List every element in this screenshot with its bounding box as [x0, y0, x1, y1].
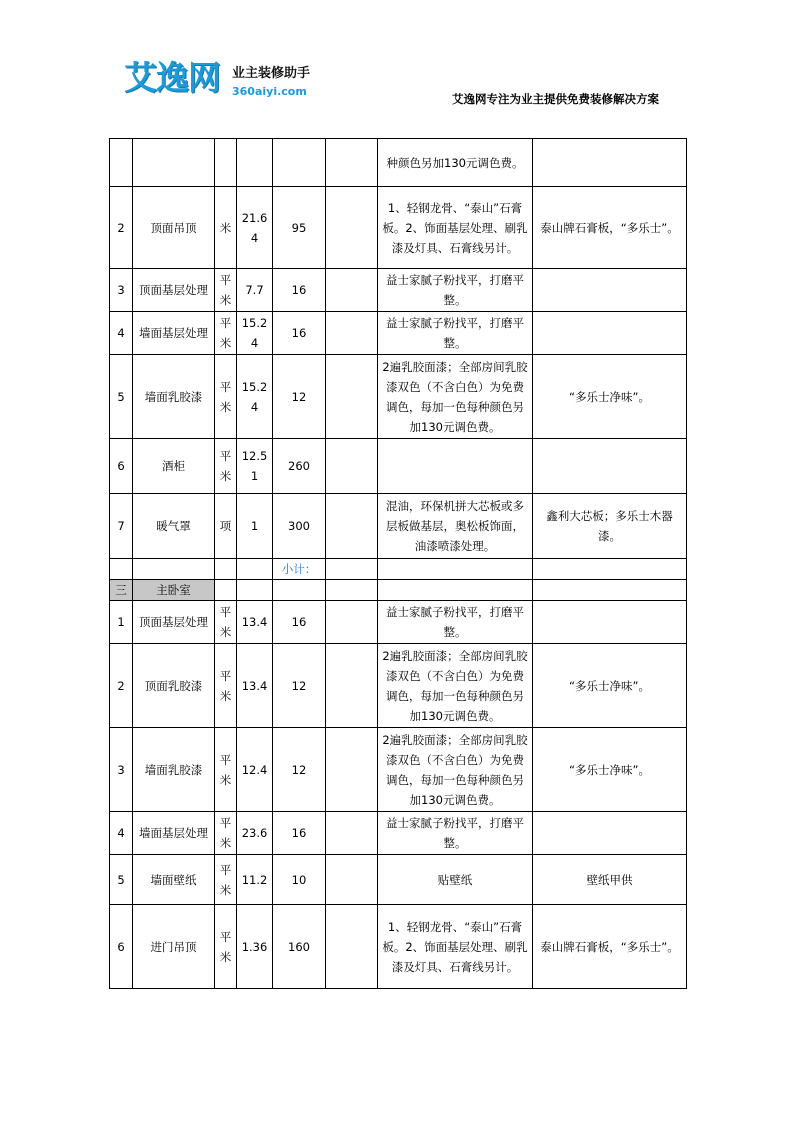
cell-brand	[533, 812, 687, 855]
cell-price: 12	[273, 728, 326, 812]
cell-qty: 15.24	[237, 355, 273, 439]
quote-table-body	[110, 139, 687, 989]
cell-brand	[533, 139, 687, 187]
cell-qty: 12.4	[237, 728, 273, 812]
header-slogan: 艾逸网专注为业主提供免费装修解决方案	[452, 92, 659, 106]
cell-brand: 泰山牌石膏板，“多乐士”。	[533, 187, 687, 269]
cell-desc: 贴壁纸	[378, 855, 533, 905]
cell-desc: 混油，环保机拼大芯板或多层板做基层，奥松板饰面，油漆喷漆处理。	[378, 494, 533, 559]
cell-desc: 益士家腻子粉找平，打磨平整。	[378, 312, 533, 355]
cell-amount	[326, 312, 378, 355]
cell-name: 进门吊顶	[133, 905, 215, 989]
cell-price: 16	[273, 269, 326, 312]
page-header	[0, 0, 794, 130]
cell-qty: 23.6	[237, 812, 273, 855]
cell-no: 2	[110, 644, 133, 728]
logo-side	[232, 66, 310, 99]
cell-no: 3	[110, 269, 133, 312]
quote-table	[109, 138, 687, 989]
logo-url: 360aiyi.com	[232, 85, 307, 98]
cell-price	[273, 580, 326, 601]
cell-qty: 11.2	[237, 855, 273, 905]
cell-no: 7	[110, 494, 133, 559]
cell-price: 12	[273, 355, 326, 439]
cell-desc: 益士家腻子粉找平，打磨平整。	[378, 269, 533, 312]
table-row	[110, 439, 687, 494]
logo-mark: 艾逸网	[124, 58, 220, 97]
cell-qty: 7.7	[237, 269, 273, 312]
cell-brand: “多乐士净味”。	[533, 728, 687, 812]
cell-desc	[378, 559, 533, 580]
cell-no	[110, 559, 133, 580]
cell-desc: 2遍乳胶面漆；全部房间乳胶漆双色（不含白色）为免费调色，每加一色每种颜色另加130元调色费。	[378, 355, 533, 439]
cell-no: 4	[110, 812, 133, 855]
cell-amount	[326, 269, 378, 312]
cell-price: 160	[273, 905, 326, 989]
cell-brand	[533, 601, 687, 644]
table-row	[110, 644, 687, 728]
cell-price: 10	[273, 855, 326, 905]
cell-amount	[326, 355, 378, 439]
cell-unit: 平米	[215, 644, 237, 728]
cell-name: 墙面乳胶漆	[133, 355, 215, 439]
table-row	[110, 855, 687, 905]
cell-no: 6	[110, 439, 133, 494]
cell-qty: 15.24	[237, 312, 273, 355]
cell-no: 3	[110, 728, 133, 812]
cell-desc: 2遍乳胶面漆；全部房间乳胶漆双色（不含白色）为免费调色，每加一色每种颜色另加130元调色费。	[378, 644, 533, 728]
section-no: 三	[110, 580, 133, 601]
table-row-continued	[110, 139, 687, 187]
cell-price: 16	[273, 812, 326, 855]
cell-unit	[215, 580, 237, 601]
section-row	[110, 580, 687, 601]
cell-amount	[326, 601, 378, 644]
cell-no: 2	[110, 187, 133, 269]
cell-qty: 1	[237, 494, 273, 559]
cell-name: 顶面吊顶	[133, 187, 215, 269]
cell-unit	[215, 139, 237, 187]
cell-brand: 壁纸甲供	[533, 855, 687, 905]
cell-desc: 益士家腻子粉找平，打磨平整。	[378, 812, 533, 855]
cell-name	[133, 139, 215, 187]
cell-amount	[326, 187, 378, 269]
cell-name: 墙面基层处理	[133, 312, 215, 355]
cell-qty: 1.36	[237, 905, 273, 989]
table-row	[110, 812, 687, 855]
cell-name: 顶面基层处理	[133, 269, 215, 312]
cell-brand	[533, 269, 687, 312]
cell-amount	[326, 494, 378, 559]
cell-desc	[378, 580, 533, 601]
cell-unit: 平米	[215, 439, 237, 494]
cell-unit	[215, 559, 237, 580]
table-row	[110, 312, 687, 355]
cell-unit: 平米	[215, 355, 237, 439]
table-row	[110, 601, 687, 644]
cell-brand	[533, 312, 687, 355]
cell-brand: “多乐士净味”。	[533, 355, 687, 439]
cell-name: 顶面乳胶漆	[133, 644, 215, 728]
cell-desc: 益士家腻子粉找平，打磨平整。	[378, 601, 533, 644]
cell-qty: 13.4	[237, 601, 273, 644]
cell-unit: 平米	[215, 812, 237, 855]
cell-brand	[533, 439, 687, 494]
cell-name: 墙面乳胶漆	[133, 728, 215, 812]
cell-no: 5	[110, 355, 133, 439]
cell-amount	[326, 855, 378, 905]
cell-no	[110, 139, 133, 187]
cell-amount	[326, 905, 378, 989]
cell-price: 16	[273, 312, 326, 355]
cell-desc: 种颜色另加130元调色费。	[378, 139, 533, 187]
table-row	[110, 187, 687, 269]
cell-unit: 平米	[215, 855, 237, 905]
cell-name: 暖气罩	[133, 494, 215, 559]
cell-name: 墙面壁纸	[133, 855, 215, 905]
table-row	[110, 355, 687, 439]
cell-price: 16	[273, 601, 326, 644]
cell-amount	[326, 139, 378, 187]
cell-brand	[533, 559, 687, 580]
cell-amount	[326, 728, 378, 812]
cell-brand: 泰山牌石膏板，“多乐士”。	[533, 905, 687, 989]
cell-qty: 12.51	[237, 439, 273, 494]
cell-unit: 平米	[215, 269, 237, 312]
table-row	[110, 269, 687, 312]
cell-desc: 1、轻钢龙骨、“泰山”石膏板。2、饰面基层处理、刷乳漆及灯具、石膏线另计。	[378, 905, 533, 989]
cell-unit: 平米	[215, 905, 237, 989]
cell-price: 95	[273, 187, 326, 269]
logo-tagline: 业主装修助手	[232, 66, 311, 81]
site-logo[interactable]	[124, 58, 310, 104]
cell-name: 顶面基层处理	[133, 601, 215, 644]
cell-price: 12	[273, 644, 326, 728]
cell-name: 墙面基层处理	[133, 812, 215, 855]
cell-name: 酒柜	[133, 439, 215, 494]
cell-no: 1	[110, 601, 133, 644]
cell-brand	[533, 580, 687, 601]
cell-amount	[326, 812, 378, 855]
cell-price: 260	[273, 439, 326, 494]
subtotal-row	[110, 559, 687, 580]
cell-amount	[326, 580, 378, 601]
cell-amount	[326, 644, 378, 728]
cell-qty: 13.4	[237, 644, 273, 728]
cell-unit: 平米	[215, 312, 237, 355]
cell-no: 6	[110, 905, 133, 989]
cell-amount	[326, 559, 378, 580]
cell-unit: 米	[215, 187, 237, 269]
cell-price: 300	[273, 494, 326, 559]
cell-desc: 2遍乳胶面漆；全部房间乳胶漆双色（不含白色）为免费调色，每加一色每种颜色另加130元调色费。	[378, 728, 533, 812]
cell-unit: 平米	[215, 601, 237, 644]
cell-desc	[378, 439, 533, 494]
cell-amount	[326, 439, 378, 494]
cell-qty	[237, 559, 273, 580]
cell-brand: “多乐士净味”。	[533, 644, 687, 728]
cell-unit: 项	[215, 494, 237, 559]
cell-desc: 1、轻钢龙骨、“泰山”石膏板。2、饰面基层处理、刷乳漆及灯具、石膏线另计。	[378, 187, 533, 269]
table-row	[110, 728, 687, 812]
cell-no: 4	[110, 312, 133, 355]
cell-qty: 21.64	[237, 187, 273, 269]
table-row	[110, 905, 687, 989]
cell-qty	[237, 580, 273, 601]
section-name: 主卧室	[133, 580, 215, 601]
table-row	[110, 494, 687, 559]
cell-qty	[237, 139, 273, 187]
cell-no: 5	[110, 855, 133, 905]
cell-brand: 鑫利大芯板；多乐士木器漆。	[533, 494, 687, 559]
subtotal-label: 小计：	[273, 559, 326, 580]
cell-name	[133, 559, 215, 580]
cell-unit: 平米	[215, 728, 237, 812]
cell-price	[273, 139, 326, 187]
